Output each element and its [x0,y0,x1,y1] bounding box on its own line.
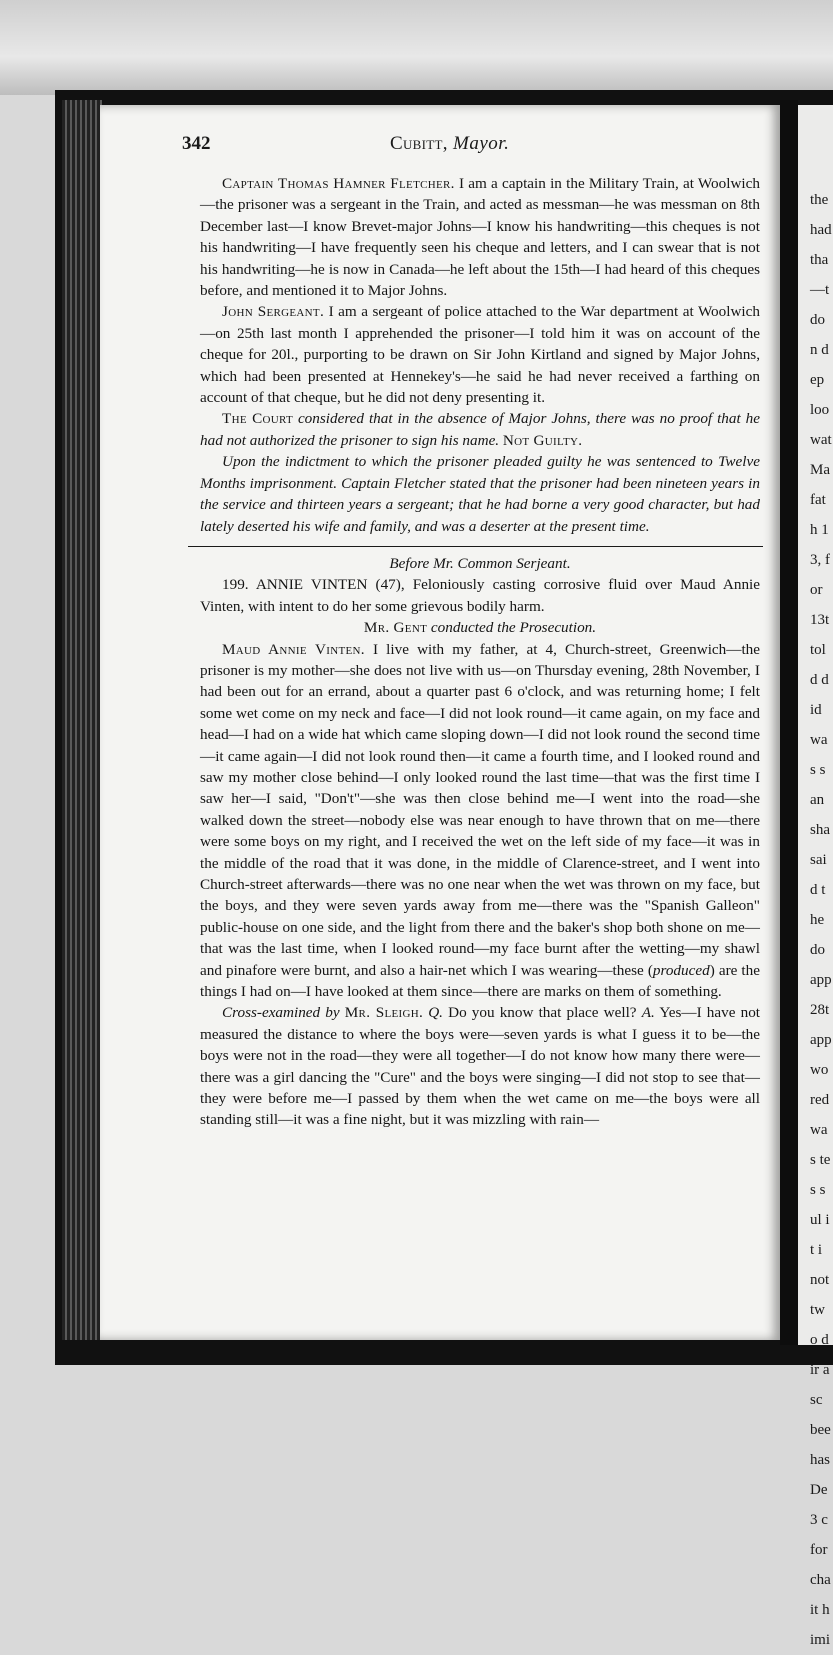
page-header [120,133,760,157]
witness-name: John Sergeant. [222,303,325,321]
running-head [390,133,509,155]
court-finding [200,408,760,451]
witness-name: Captain Thomas Hamner Fletcher. [222,175,455,192]
scan-background-top [0,0,833,95]
section-divider [188,546,763,547]
court-text: considered that in the absence of Major Johns, there was no proof that he had not authorized the prisoner to sign his name. [200,410,760,449]
prosecution-line [200,617,760,638]
running-head-name: Cubitt, [390,133,448,154]
facing-page-fragments: the had tha —t don dep loo wat Ma fath 13, for 13t told did was san sha said the do app 28t app wo red was tes sul it i not two dir asc bee has De 3 c for cha it h imi [810,192,832,1648]
testimony-text: I am a sergeant of police attached to the War department at Woolwich—on 25th last month I apprehended the prisoner—I told him it was on account of the cheque for 20l., purporting to be drawn on Sir John Kirtland and signed by Major Johns, which had been presented at Hennekey's—he said he had never received a farthing on account of that cheque, but he did not deny presenting it. [200,303,760,407]
testimony-text: I am a captain in the Military Train, at Woolwich—the prisoner was a sergeant in the Train, and acted as messman—he was messman on 8th December last—I know Brevet-major Johns—I know his handwriting—this cheques is not his handwriting—I have frequently seen his cheque and letters, and I can swear that is not his handwriting—he is now in Canada—he left about the 15th—I had heard of this cheques before, and mentioned it to Major Johns. [200,175,760,300]
facing-page [798,105,833,1648]
book-gutter [780,100,798,1345]
case-heading: 199. ANNIE VINTEN (47), Feloniously casting corrosive fluid over Maud Annie Vinten, with intent to do her some grievous bodily harm. [200,576,760,615]
witness-name: Maud Annie Vinten. [222,640,365,658]
produced-note: produced [652,961,710,979]
book-page [100,105,780,1340]
testimony-sergeant [200,301,760,408]
prosecution-text: conducted the Prosecution. [427,619,597,637]
testimony-maud [200,639,760,1003]
sentence-note: Upon the indictment to which the prisoner pleaded guilty he was sentenced to Twelve Months imprisonment. Captain Fletcher stated that the prisoner had been nineteen years in the service and thirteen years a sergeant; that he had borne a very good character, but had lately deserted his wife and family, and was a deserter at the present time. [200,453,760,535]
cross-label: Cross-examined by [222,1004,340,1022]
running-head-title: Mayor. [453,133,510,154]
answer-marker: A. [641,1004,655,1022]
verdict: Not Guilty. [502,431,583,449]
prosecutor-name: Mr. Gent [363,619,428,637]
testimony-text: I live with my father, at 4, Church-street, Greenwich—the prisoner is my mother—she does not live with us—on Thursday evening, 28th November, I had been out for an errand, about a quarter past 6 o'clock, and was returning home; I felt some wet come on my neck and face—I did not look round—it came again, on my face and head—I had on a wide hat which came sloping down—I did not look round the second time—it came again—I did not look round then—it came a fourth time, and I looked round and saw my mother close behind—I only looked round the last time—that was the first time I saw her—I said, "Don't"—she was then close behind me—I went into the road—she walked down the street—nobody else was near enough to have thrown that on me—there were some boys on my right, and I received the wet on the left side of my face—it was in the middle of the road that it was done, in the middle of Clarence-street, and I went into Church-street afterwards—there was no one near when the wet was thrown on my face, but the boys, and they were seven yards away from me—there was the "Spanish Galleon" public-house on one side, and the light from there and the baker's shop both shone on me—that was the last time, when I looked round—my face burnt after the wetting—my shawl and pinafore were burnt, and also a hair-net which I was wearing—these ( [200,640,760,979]
page-body [200,173,760,1131]
court-label: The Court [222,410,293,428]
testimony-text-end: ) are the things I had on—I have looked at them since—there are marks on them of something. [200,961,760,1001]
cross-examination [200,1002,760,1130]
cross-examiner: Mr. Sleigh. [344,1004,424,1022]
page-edges [62,100,102,1340]
question-text: Do you know that place well? [442,1004,642,1022]
court-before: Before Mr. Common Serjeant. [389,554,571,572]
answer-text: Yes—I have not measured the distance to where the boys were—seven yards is what I guess it to be—the boys were not in the road—they were all together—I do not know how many there were—there was a girl dancing the "Cure" and the boys were singing—I did not stop to see that—they were before me—I passed by them when the wet came on me—the boys were all standing still—it was a fine night, but it was mizzling with rain— [200,1004,761,1129]
page-number: 342 [182,133,211,154]
question-marker: Q. [428,1004,443,1022]
testimony-fletcher [200,173,760,301]
